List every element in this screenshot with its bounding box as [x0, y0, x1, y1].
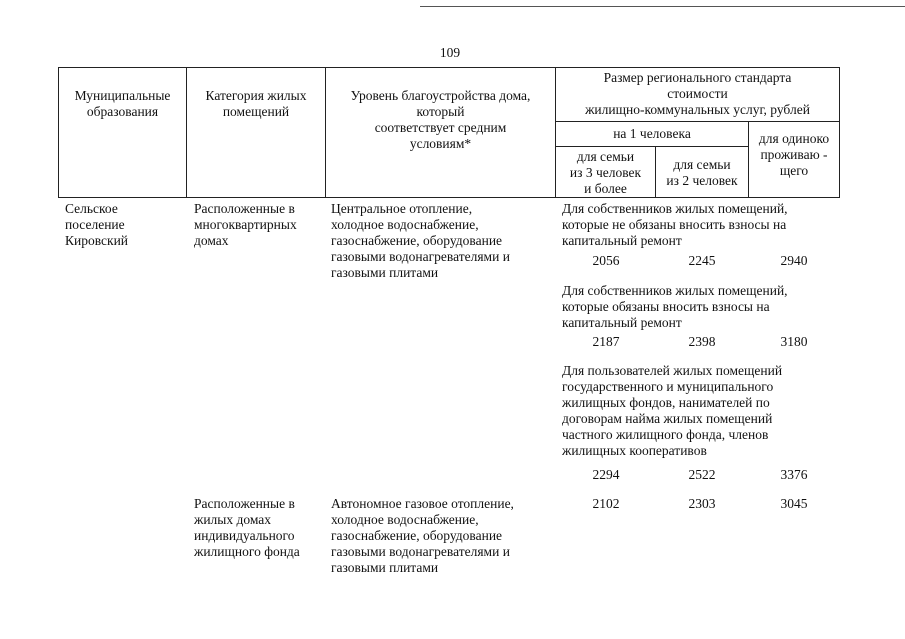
- g3-family2: 2522: [688, 467, 716, 482]
- header-municipal: Муниципальные образования: [74, 88, 171, 119]
- page-number: 109: [439, 45, 461, 60]
- scan-edge-line: [420, 6, 905, 7]
- g4-family3: 2102: [592, 496, 620, 511]
- header-family2: для семьи из 2 человек: [666, 157, 738, 188]
- cell-municipality: Сельское поселение Кировский: [65, 201, 129, 248]
- g3-single: 3376: [780, 467, 808, 482]
- g2-family2: 2398: [688, 334, 716, 349]
- g1-family3: 2056: [592, 253, 620, 268]
- cell-level-2: Автономное газовое отопление, холодное водоснабжение, газоснабжение, оборудование газовыми водонагревателями и газовыми плитами: [331, 496, 514, 575]
- g4-family2: 2303: [688, 496, 716, 511]
- g3-family3: 2294: [592, 467, 620, 482]
- group2-label: Для собственников жилых помещений, которые обязаны вносить взносы на капитальный ремонт: [562, 283, 788, 330]
- cell-category-2: Расположенные в жилых домах индивидуального жилищного фонда: [194, 496, 300, 559]
- group3-label: Для пользователей жилых помещений государственного и муниципального жилищных фондов, нанимателей по договорам найма жилых помещений частного жилищного фонда, членов жилищных кооперативов: [562, 363, 783, 458]
- g1-single: 2940: [780, 253, 808, 268]
- g1-family2: 2245: [688, 253, 716, 268]
- g4-single: 3045: [780, 496, 808, 511]
- header-level: Уровень благоустройства дома, который соответствует средним условиям*: [350, 88, 531, 151]
- group1-label: Для собственников жилых помещений, которые не обязаны вносить взносы на капитальный ремонт: [562, 201, 788, 248]
- g2-single: 3180: [780, 334, 808, 349]
- header-single: для одиноко проживаю - щего: [758, 131, 830, 178]
- header-standard: Размер регионального стандарта стоимости жилищно-коммунальных услуг, рублей: [585, 70, 810, 117]
- header-per-person: на 1 человека: [613, 126, 691, 141]
- cell-category-1: Расположенные в многоквартирных домах: [194, 201, 297, 248]
- g2-family3: 2187: [592, 334, 620, 349]
- header-family3: для семьи из 3 человек и более: [569, 149, 642, 196]
- header-category: Категория жилых помещений: [205, 88, 307, 119]
- cell-level-1: Центральное отопление, холодное водоснабжение, газоснабжение, оборудование газовыми водонагревателями и газовыми плитами: [331, 201, 510, 280]
